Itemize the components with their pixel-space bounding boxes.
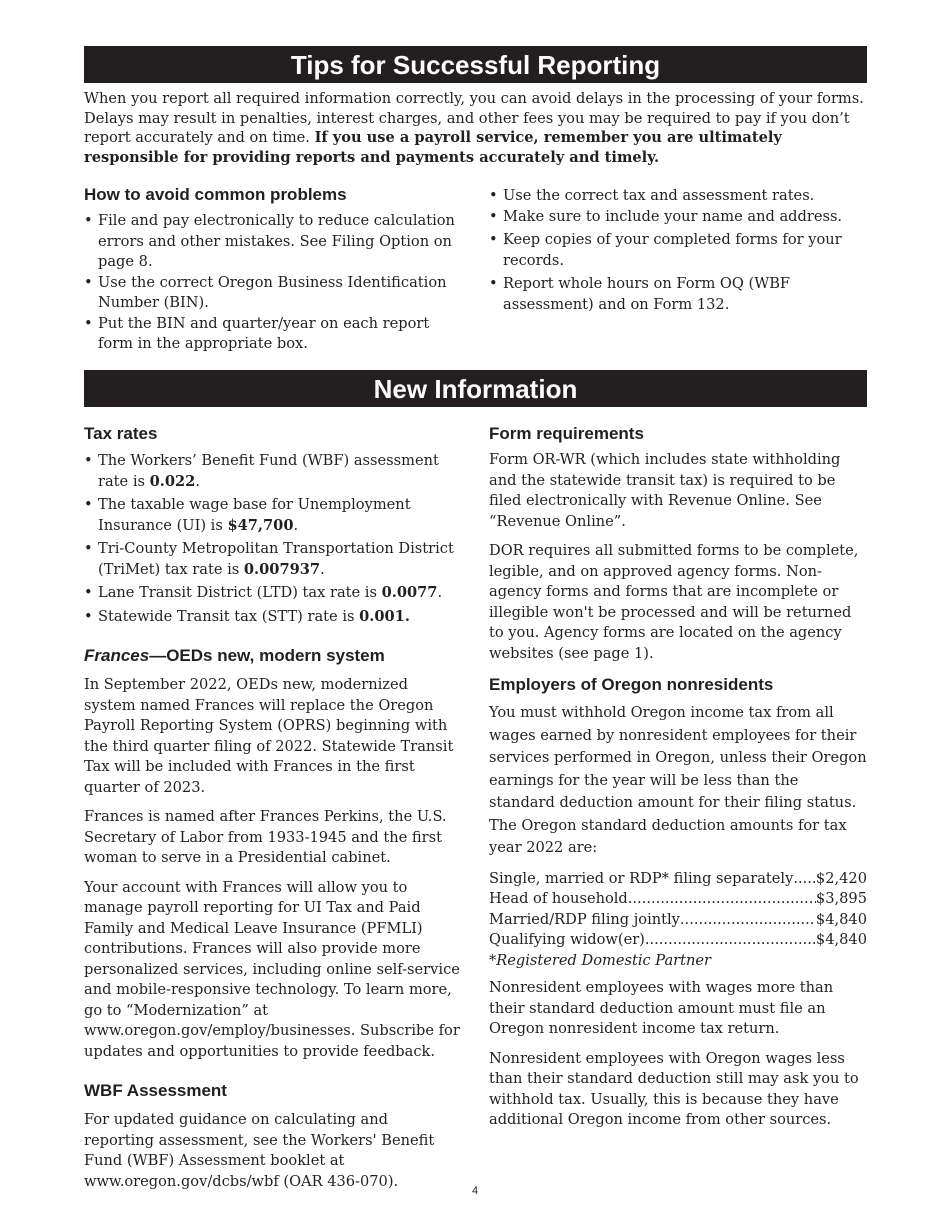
- nonresidents-paragraph: Nonresident employees with Oregon wages less than their standard deduction still may ask you to withhold tax. Usually, this is because they have additional Oregon income from other sources.: [489, 1049, 859, 1128]
- list-item: • The taxable wage base for Unemployment Insurance (UI) is $47,700.: [84, 495, 462, 536]
- list-item: • File and pay electronically to reduce calculation errors and other mistakes. See Filing Option on page 8.: [84, 211, 462, 273]
- deduction-row: Qualifying widow(er) ..... $4,840: [489, 930, 867, 951]
- rate-value: 0.007937: [243, 560, 321, 578]
- nonresidents-intro: You must withhold Oregon income tax from all wages earned by nonresident employees for their services performed in Oregon, unless their Oregon earnings for the year will be less than the standard deduction amount for their filing status. The Oregon standard deduction amounts for tax year 2022 are:: [489, 704, 867, 856]
- avoid-problems-right: [489, 186, 867, 315]
- list-item: • Use the correct tax and assessment rates.: [489, 186, 867, 207]
- tips-banner: Tips for Successful Reporting: [84, 46, 867, 83]
- deduction-row: Single, married or RDP* filing separately ..... $2,420: [489, 869, 867, 890]
- list-item: • Put the BIN and quarter/year on each report form in the appropriate box.: [84, 314, 462, 355]
- frances-paragraph: Your account with Frances will allow you to manage payroll reporting for UI Tax and Paid Family and Medical Leave Insurance (PFMLI) contributions. Frances will also provide more personalized services, including online self-service and mobile-responsive technology. To learn more, go to “Modernization” at www.oregon.gov/employ/businesses. Subscribe for updates and opportunities to provide feedback.: [84, 878, 460, 1060]
- frances-paragraph: Frances is named after Frances Perkins, the U.S. Secretary of Labor from 1933-1945 and the first woman to serve in a Presidential cabinet.: [84, 808, 447, 866]
- frances-heading: Frances—OEDs new, modern system: [84, 646, 385, 665]
- list-item: • Statewide Transit tax (STT) rate is 0.001.: [84, 607, 462, 628]
- deduction-row: Married/RDP filing jointly ..... $4,840: [489, 910, 867, 931]
- list-item: • The Workers’ Benefit Fund (WBF) assessment rate is 0.022.: [84, 451, 462, 492]
- form-requirements-paragraph: Form OR-WR (which includes state withholding and the statewide transit tax) is required to be filed electronically with Revenue Online. See “Revenue Online”.: [489, 451, 841, 530]
- avoid-problems-list-left: [84, 211, 462, 355]
- tips-intro: [84, 89, 867, 167]
- rate-value: 0.022: [149, 472, 196, 490]
- wbf-heading: WBF Assessment: [84, 1081, 227, 1100]
- list-item: • Report whole hours on Form OQ (WBF assessment) and on Form 132.: [489, 274, 867, 315]
- page-number: 4: [471, 1185, 479, 1197]
- wbf-paragraph: For updated guidance on calculating and reporting assessment, see the Workers' Benefit Fund (WBF) Assessment booklet at www.oregon.gov/dcbs/wbf (OAR 436-070).: [84, 1111, 435, 1190]
- form-requirements-paragraph: DOR requires all submitted forms to be complete, legible, and on approved agency forms. Non-agency forms and forms that are incomplete or illegible won't be processed and will be returned to you. Agency forms are located on the agency websites (see page 1).: [489, 542, 859, 662]
- tips-intro-bold: If you use a payroll service, remember you are ultimately responsible for providing reports and payments accurately and timely.: [84, 129, 782, 166]
- new-info-banner: New Information: [84, 370, 867, 407]
- new-info-right-column: [489, 423, 867, 1131]
- avoid-problems-list-right: [489, 186, 867, 315]
- rate-value: $47,700: [227, 516, 294, 534]
- rate-value: 0.0077: [381, 584, 438, 601]
- nonresidents-heading: Employers of Oregon nonresidents: [489, 675, 774, 694]
- frances-paragraph: In September 2022, OEDs new, modernized system named Frances will replace the Oregon Payroll Reporting System (OPRS) beginning with the third quarter filing of 2022. Statewide Transit Tax will be included with Frances in the first quarter of 2023.: [84, 676, 454, 796]
- list-item: • Lane Transit District (LTD) tax rate is 0.0077.: [84, 583, 462, 604]
- deduction-row: Head of household ..... $3,895: [489, 889, 867, 910]
- form-requirements-heading: Form requirements: [489, 424, 644, 443]
- list-item: • Keep copies of your completed forms for your records.: [489, 230, 867, 271]
- footnote: *Registered Domestic Partner: [489, 951, 712, 969]
- list-item: • Make sure to include your name and address.: [489, 207, 867, 228]
- tax-rates-list: [84, 451, 462, 627]
- rate-value: 0.001.: [359, 607, 410, 625]
- tax-rates-heading: Tax rates: [84, 424, 158, 443]
- list-item: • Tri-County Metropolitan Transportation District (TriMet) tax rate is 0.007937.: [84, 539, 462, 580]
- deduction-table: [489, 869, 867, 972]
- tips-intro-text: When you report all required information correctly, you can avoid delays in the processing of your forms. Delays may result in penalties, interest charges, and other fees you may be required to pay if you don’t report accurately and on time.: [84, 90, 864, 146]
- new-info-left-column: [84, 423, 462, 1192]
- avoid-problems-left: [84, 184, 462, 355]
- avoid-problems-heading: How to avoid common problems: [84, 185, 347, 204]
- list-item: • Use the correct Oregon Business Identification Number (BIN).: [84, 273, 462, 314]
- nonresidents-paragraph: Nonresident employees with wages more than their standard deduction amount must file an Oregon nonresident income tax return.: [489, 979, 834, 1037]
